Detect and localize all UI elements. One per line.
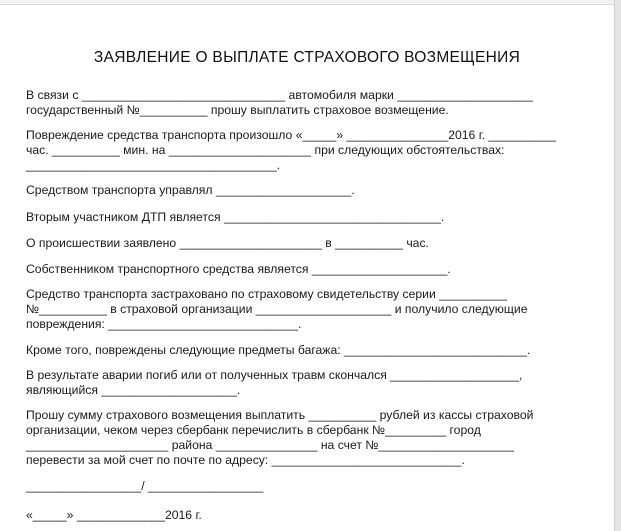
text-line-reason: В связи с ______________________________ автомобиля марки ____________________ bbox=[26, 88, 533, 102]
signature-line: _________________/ _________________ bbox=[26, 479, 264, 493]
text-line-deceased: В результате аварии погиб или от полученных травм скончался ___________________, bbox=[26, 368, 523, 382]
text-line-insurance-company: №__________ в страховой организации ____________________ и получило следующие bbox=[26, 302, 528, 316]
text-line-account: _____________________ района _______________ на счет №____________________ bbox=[26, 438, 514, 452]
date-line: «_____» _____________2016 г. bbox=[26, 508, 202, 522]
text-line-sberbank: организации, чеком через сбербанк перечислить в сбербанк №_________ город bbox=[26, 423, 481, 437]
text-line-damage-time: час. __________ мин. на _____________________ при следующих обстоятельствах: bbox=[26, 143, 505, 157]
text-line-deceased-role: являющийся ____________________. bbox=[26, 383, 241, 397]
text-line-owner: Собственником транспортного средства является ____________________. bbox=[26, 262, 451, 276]
text-line-payment-request: Прошу сумму страхового возмещения выплатить __________ рублей из кассы страховой bbox=[26, 408, 534, 422]
text-line-damage-date: Повреждение средства транспорта произошло «_____» _______________2016 г. __________ bbox=[26, 128, 557, 142]
text-line-reported: О происшествии заявлено _____________________ в __________ час. bbox=[26, 236, 429, 250]
text-line-driver: Средством транспорта управлял ____________________. bbox=[26, 183, 355, 197]
text-line-luggage: Кроме того, повреждены следующие предметы багажа: ___________________________. bbox=[26, 343, 531, 357]
text-line-registration: государственный №__________ прошу выплатить страховое возмещение. bbox=[26, 103, 449, 117]
text-line-circumstances: _____________________________________. bbox=[26, 158, 281, 172]
text-line-damages: повреждения: ____________________________. bbox=[26, 317, 302, 331]
text-line-insurance-series: Средство транспорта застраховано по страховому свидетельству серии __________ bbox=[26, 287, 507, 301]
window-right-edge bbox=[614, 0, 621, 531]
text-line-second-participant: Вторым участником ДТП является ________________________________. bbox=[26, 210, 445, 224]
text-line-postal-address: перевести за мой счет по почте по адресу: ____________________________. bbox=[26, 453, 465, 467]
document-page bbox=[0, 5, 614, 531]
document-title: ЗАЯВЛЕНИЕ О ВЫПЛАТЕ СТРАХОВОГО ВОЗМЕЩЕНИЯ bbox=[93, 49, 521, 66]
